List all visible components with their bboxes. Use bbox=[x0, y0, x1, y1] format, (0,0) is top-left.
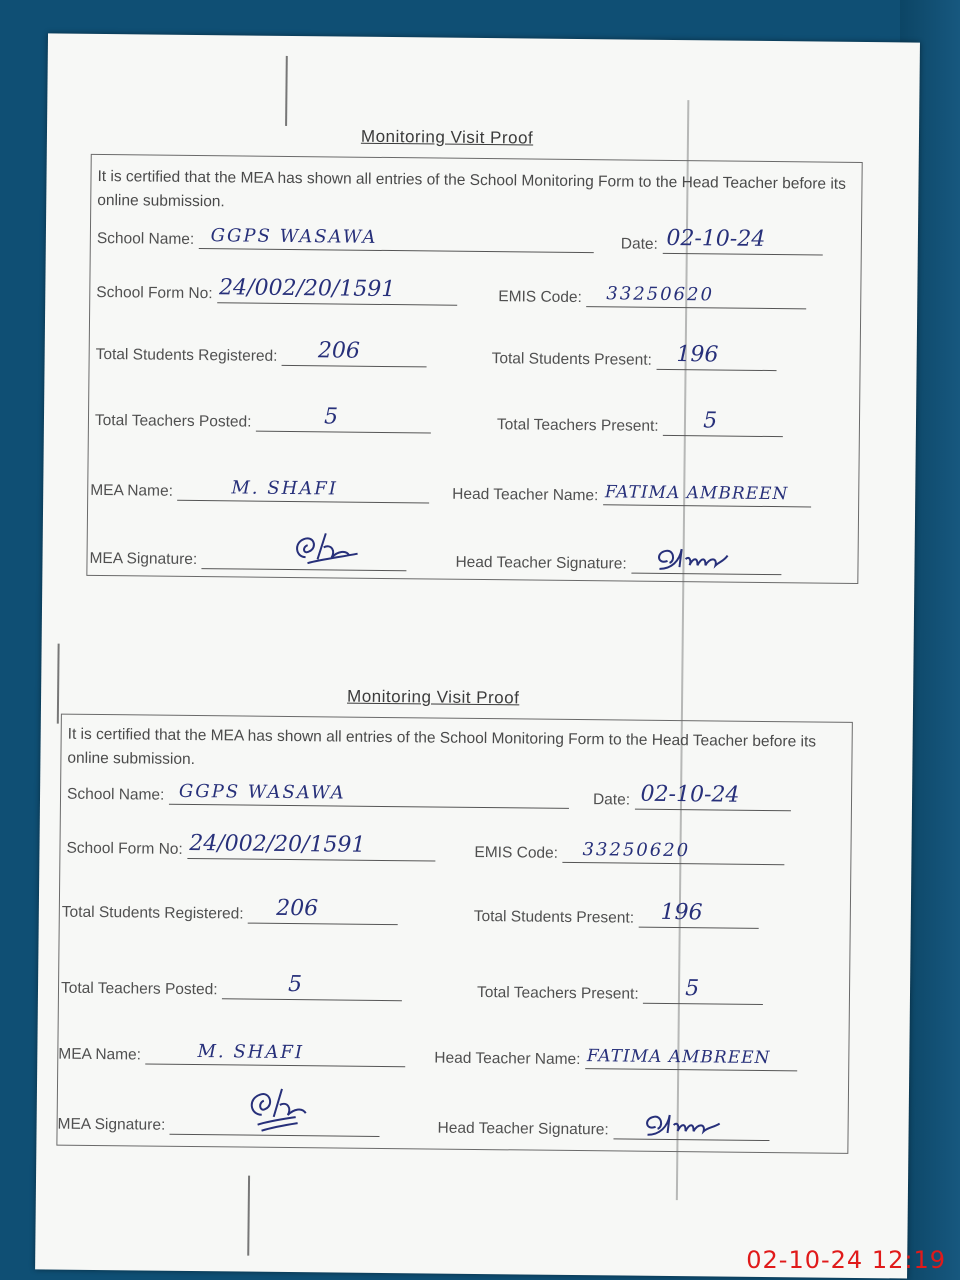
camera-timestamp: 02-10-24 12:19 bbox=[746, 1246, 946, 1274]
mea-name-label: MEA Name: bbox=[58, 1045, 142, 1064]
school-form-no-label: School Form No: bbox=[66, 839, 183, 858]
head-teacher-name-label: Head Teacher Name: bbox=[434, 1049, 581, 1069]
teachers-present-field bbox=[496, 408, 783, 437]
teachers-posted-field bbox=[94, 404, 431, 434]
date-label: Date: bbox=[620, 235, 659, 253]
scan-artifact-line bbox=[247, 1176, 249, 1256]
school-name-value: GGPS WASAWA bbox=[210, 225, 378, 248]
head-teacher-name-field bbox=[452, 481, 811, 508]
date-field bbox=[620, 225, 823, 255]
mea-signature-label: MEA Signature: bbox=[57, 1115, 166, 1134]
certification-text: It is certified that the MEA has shown all entries of the School Monitoring Form to the Head Teacher before its online submission. bbox=[67, 725, 817, 769]
paper-sheet bbox=[35, 33, 920, 1278]
emis-code-field bbox=[498, 283, 806, 309]
school-name-label: School Name: bbox=[96, 229, 195, 248]
students-present-field bbox=[491, 342, 777, 371]
teachers-posted-value: 5 bbox=[323, 404, 339, 430]
mea-name-value: M. SHAFI bbox=[197, 1041, 305, 1064]
teachers-present-value: 5 bbox=[703, 408, 718, 434]
head-teacher-name-field bbox=[434, 1045, 797, 1072]
certification-text: It is certified that the MEA has shown all entries of the School Monitoring Form to the Head Teacher before its online submission. bbox=[97, 167, 846, 211]
school-name-field bbox=[67, 781, 569, 809]
teachers-present-label: Total Teachers Present: bbox=[476, 983, 639, 1003]
mea-name-value: M. SHAFI bbox=[231, 477, 339, 500]
school-name-label: School Name: bbox=[66, 785, 165, 804]
head-teacher-name-value: FATIMA AMBREEN bbox=[586, 1046, 771, 1069]
students-registered-field bbox=[61, 895, 398, 926]
date-value: 02-10-24 bbox=[666, 225, 766, 252]
head-teacher-signature-label: Head Teacher Signature: bbox=[437, 1119, 609, 1139]
students-registered-label: Total Students Registered: bbox=[95, 345, 278, 365]
students-registered-label: Total Students Registered: bbox=[61, 903, 244, 923]
date-label: Date: bbox=[592, 791, 631, 809]
school-form-no-field bbox=[66, 830, 435, 862]
students-present-field bbox=[473, 899, 759, 929]
emis-code-value: 33250620 bbox=[582, 839, 691, 862]
students-present-label: Total Students Present: bbox=[473, 907, 635, 927]
teachers-present-value: 5 bbox=[685, 976, 700, 1002]
school-form-no-label: School Form No: bbox=[96, 283, 213, 303]
teachers-present-label: Total Teachers Present: bbox=[496, 416, 659, 435]
head-teacher-signature-image bbox=[639, 1105, 739, 1140]
head-teacher-name-value: FATIMA AMBREEN bbox=[604, 482, 789, 505]
mea-signature-field bbox=[89, 545, 406, 571]
mea-signature-label: MEA Signature: bbox=[89, 549, 198, 569]
students-present-label: Total Students Present: bbox=[491, 350, 652, 369]
monitoring-form-2 bbox=[48, 33, 920, 1139]
emis-code-label: EMIS Code: bbox=[474, 843, 559, 862]
head-teacher-signature-field bbox=[455, 549, 781, 575]
mea-signature-field bbox=[58, 1111, 380, 1137]
emis-code-label: EMIS Code: bbox=[498, 288, 582, 307]
monitoring-form-1 bbox=[48, 33, 920, 573]
form-box bbox=[86, 154, 862, 584]
scan-artifact-line bbox=[57, 644, 59, 724]
school-form-no-field bbox=[96, 275, 457, 306]
students-registered-value: 206 bbox=[317, 338, 361, 364]
form-title: Monitoring Visit Proof bbox=[360, 126, 534, 148]
students-present-value: 196 bbox=[660, 899, 703, 926]
students-present-value: 196 bbox=[676, 342, 719, 368]
mea-name-field bbox=[58, 1041, 405, 1068]
school-form-no-value: 24/002/20/1591 bbox=[189, 830, 366, 858]
form-title: Monitoring Visit Proof bbox=[347, 686, 520, 708]
form-box bbox=[56, 714, 852, 1154]
head-teacher-signature-label: Head Teacher Signature: bbox=[455, 553, 627, 573]
head-teacher-signature-field bbox=[437, 1115, 769, 1141]
teachers-posted-value: 5 bbox=[287, 972, 303, 998]
teachers-present-field bbox=[476, 976, 763, 1005]
scan-artifact-line bbox=[285, 56, 287, 126]
teachers-posted-label: Total Teachers Posted: bbox=[94, 411, 252, 431]
mea-signature-image bbox=[240, 1085, 331, 1136]
students-registered-field bbox=[95, 338, 427, 367]
mea-name-label: MEA Name: bbox=[90, 481, 174, 500]
school-form-no-value: 24/002/20/1591 bbox=[218, 275, 396, 303]
emis-code-value: 33250620 bbox=[606, 283, 715, 306]
date-value: 02-10-24 bbox=[640, 781, 740, 808]
students-registered-value: 206 bbox=[276, 895, 319, 922]
mea-signature-image bbox=[288, 529, 368, 570]
school-name-field bbox=[97, 225, 594, 253]
teachers-posted-field bbox=[60, 972, 402, 1002]
teachers-posted-label: Total Teachers Posted: bbox=[60, 979, 218, 999]
head-teacher-name-label: Head Teacher Name: bbox=[452, 485, 599, 505]
mea-name-field bbox=[90, 477, 429, 504]
head-teacher-signature-image bbox=[651, 539, 741, 574]
emis-code-field bbox=[474, 839, 784, 865]
school-name-value: GGPS WASAWA bbox=[178, 780, 346, 804]
date-field bbox=[592, 781, 791, 811]
